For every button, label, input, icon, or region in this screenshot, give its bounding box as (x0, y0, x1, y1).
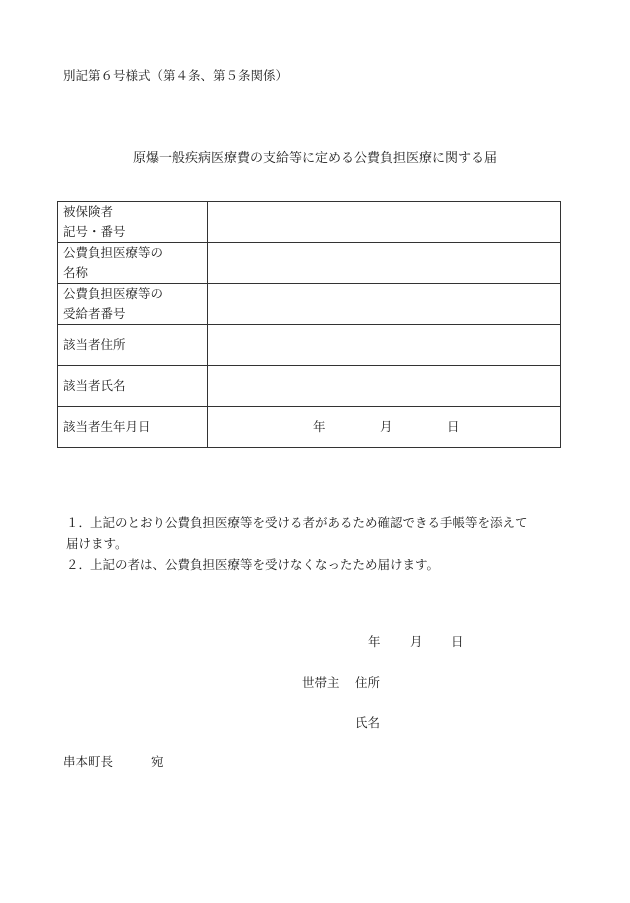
table-row (58, 366, 561, 407)
field-address[interactable] (208, 325, 561, 366)
notification-table (57, 201, 561, 448)
notes-list (66, 512, 528, 575)
table-row (58, 243, 561, 284)
table-row (58, 202, 561, 243)
field-recipient-number[interactable] (208, 284, 561, 325)
form-title: 原爆一般疾病医療費の支給等に定める公費負担医療に関する届 (132, 151, 497, 166)
label-insured-number: 被保険者 記号・番号 (58, 202, 208, 243)
field-public-expense-name[interactable] (208, 243, 561, 284)
dob-year-label: 年 (313, 419, 326, 434)
dob-month-label: 月 (380, 419, 393, 434)
householder-name-label: 氏名 (355, 715, 381, 730)
sign-month-label: 月 (410, 634, 423, 649)
sign-year-label: 年 (368, 634, 381, 649)
label-birth-date: 該当者生年月日 (58, 407, 208, 448)
field-insured-number[interactable] (208, 202, 561, 243)
addressee-suffix: 宛 (150, 754, 164, 769)
table-row (58, 325, 561, 366)
list-item: １． 上記のとおり公費負担医療等を受ける者があるため確認できる手帳等を添えて (66, 515, 528, 530)
label-address: 該当者住所 (58, 325, 208, 366)
addressee-name: 串本町長 (63, 754, 114, 769)
label-recipient-number: 公費負担医療等の 受給者番号 (58, 284, 208, 325)
dob-day-label: 日 (447, 419, 460, 434)
list-item: ２． 上記の者は、公費負担医療等を受けなくなったため届けます。 (66, 557, 440, 572)
table-row (58, 284, 561, 325)
householder-label: 世帯主 (302, 675, 340, 690)
householder-address-label: 住所 (355, 675, 381, 690)
field-birth-date[interactable] (208, 407, 561, 448)
sign-day-label: 日 (451, 634, 464, 649)
addressee (63, 752, 164, 770)
table-row (58, 407, 561, 448)
list-item-continuation: 届けます。 (66, 536, 128, 551)
form-id-label: 別記第６号様式（第４条、第５条関係） (63, 68, 289, 83)
label-name: 該当者氏名 (58, 366, 208, 407)
field-name[interactable] (208, 366, 561, 407)
label-public-expense-name: 公費負担医療等の 名称 (58, 243, 208, 284)
